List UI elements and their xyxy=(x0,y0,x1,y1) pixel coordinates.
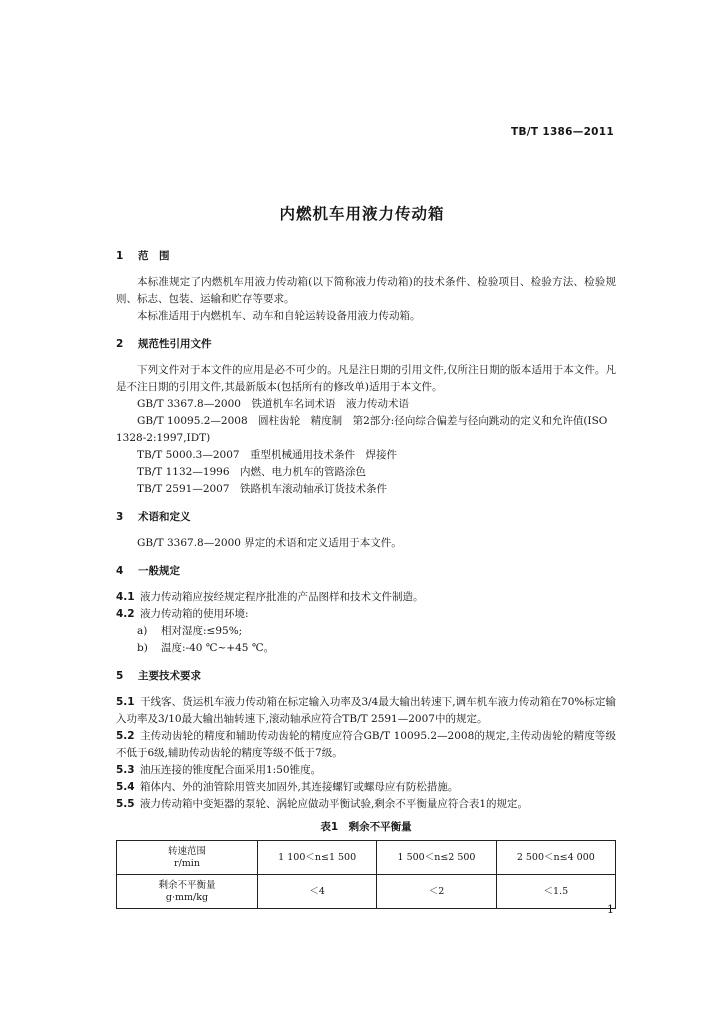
clause-number: 5.3 xyxy=(116,764,135,776)
list-marker: b) xyxy=(137,642,148,654)
section-5-heading xyxy=(116,668,616,685)
clause-5-5 xyxy=(116,796,616,813)
paragraph: 本标准适用于内燃机车、动车和自轮运转设备用液力传动箱。 xyxy=(137,310,421,322)
section-title: 术语和定义 xyxy=(138,511,191,523)
page-number: 1 xyxy=(607,903,614,916)
clause-text: 液力传动箱的使用环境: xyxy=(140,608,249,620)
table-row xyxy=(117,841,616,875)
table-cell: ＜4 xyxy=(258,875,377,909)
paragraph: 下列文件对于本文件的应用是必不可少的。凡是注日期的引用文件,仅所注日期的版本适用于本文件。凡是不注日期的引用文件,其最新版本(包括所有的修改单)适用于本文件。 xyxy=(116,364,616,393)
reference-item: TB/T 5000.3—2007 重型机械通用技术条件 焊接件 xyxy=(137,449,398,461)
standard-number: TB/T 1386—2011 xyxy=(511,126,614,138)
clause-text: 液力传动箱中变矩器的泵轮、涡轮应做动平衡试验,剩余不平衡量应符合表1的规定。 xyxy=(140,798,529,810)
clause-4-2 xyxy=(116,606,616,623)
section-4-heading xyxy=(116,563,616,580)
section-title: 主要技术要求 xyxy=(138,670,201,682)
row-unit: g·mm/kg xyxy=(165,891,209,903)
clause-number: 5.2 xyxy=(116,730,135,742)
list-item xyxy=(116,640,616,657)
row-unit: r/min xyxy=(174,857,200,869)
clause-text: 主传动齿轮的精度和辅助传动齿轮的精度应符合GB/T 10095.2—2008的规定,主传动齿轮的精度等级不低于6级,辅助传动齿轮的精度等级不低于7级。 xyxy=(116,730,616,759)
reference-item: GB/T 10095.2—2008 圆柱齿轮 精度制 第2部分:径向综合偏差与径向跳动的定义和允许值(ISO 1328-2:1997,IDT) xyxy=(116,415,608,444)
clause-number: 4.1 xyxy=(116,591,135,603)
table-cell: 1 500＜n≤2 500 xyxy=(377,841,496,875)
table-cell: 2 500＜n≤4 000 xyxy=(496,841,615,875)
list-text: 温度:-40 ℃~+45 ℃。 xyxy=(161,642,275,654)
document-title: 内燃机车用液力传动箱 xyxy=(279,205,445,223)
clause-5-2 xyxy=(116,728,616,762)
section-3-heading xyxy=(116,509,616,526)
table-row-header xyxy=(117,875,258,909)
section-number: 5 xyxy=(116,670,124,682)
table-cell: ＜2 xyxy=(377,875,496,909)
table-row-header xyxy=(117,841,258,875)
section-2-heading xyxy=(116,336,616,353)
clause-5-1 xyxy=(116,694,616,728)
clause-5-3 xyxy=(116,762,616,779)
section-number: 4 xyxy=(116,565,124,577)
paragraph: 本标准规定了内燃机车用液力传动箱(以下简称液力传动箱)的技术条件、检验项目、检验方法、检验规则、标志、包装、运输和贮存等要求。 xyxy=(116,276,616,305)
section-title: 一般规定 xyxy=(138,565,180,577)
reference-item: GB/T 3367.8—2000 铁道机车名词术语 液力传动术语 xyxy=(137,398,409,410)
reference-item: TB/T 1132—1996 内燃、电力机车的管路涂色 xyxy=(137,466,367,478)
clause-text: 油压连接的锥度配合面采用1:50锥度。 xyxy=(140,764,322,776)
list-text: 相对湿度:≤95%; xyxy=(161,625,243,637)
clause-number: 5.4 xyxy=(116,781,135,793)
reference-item: TB/T 2591—2007 铁路机车滚动轴承订货技术条件 xyxy=(137,483,388,495)
clause-text: 液力传动箱应按经规定程序批准的产品图样和技术文件制造。 xyxy=(140,591,424,603)
section-number: 1 xyxy=(116,250,124,262)
table-cell: 1 100＜n≤1 500 xyxy=(258,841,377,875)
section-1-heading xyxy=(116,248,616,265)
list-item xyxy=(116,623,616,640)
clause-number: 5.5 xyxy=(116,798,135,810)
row-label: 剩余不平衡量 xyxy=(158,879,216,891)
clause-text: 干线客、货运机车液力传动箱在标定输入功率及3/4最大输出转速下,调车机车液力传动箱在70%标定输入功率及3/10最大输出轴转速下,滚动轴承应符合TB/T 2591—2007中的规定。 xyxy=(116,696,616,725)
clause-number: 5.1 xyxy=(116,696,135,708)
list-marker: a) xyxy=(137,625,148,637)
section-title: 规范性引用文件 xyxy=(138,338,212,350)
section-number: 2 xyxy=(116,338,124,350)
row-label: 转速范围 xyxy=(167,845,206,857)
clause-4-1 xyxy=(116,589,616,606)
table-cell: ＜1.5 xyxy=(496,875,615,909)
section-number: 3 xyxy=(116,511,124,523)
clause-5-4 xyxy=(116,779,616,796)
table-caption: 表1 剩余不平衡量 xyxy=(320,821,412,833)
table-row xyxy=(117,875,616,909)
section-title: 范 围 xyxy=(138,250,170,262)
clause-number: 4.2 xyxy=(116,608,135,620)
document-body xyxy=(116,248,616,909)
clause-text: 箱体内、外的油管除用管夹加固外,其连接螺钉或螺母应有防松措施。 xyxy=(140,781,459,793)
paragraph: GB/T 3367.8—2000 界定的术语和定义适用于本文件。 xyxy=(137,537,402,549)
residual-unbalance-table xyxy=(116,840,616,909)
